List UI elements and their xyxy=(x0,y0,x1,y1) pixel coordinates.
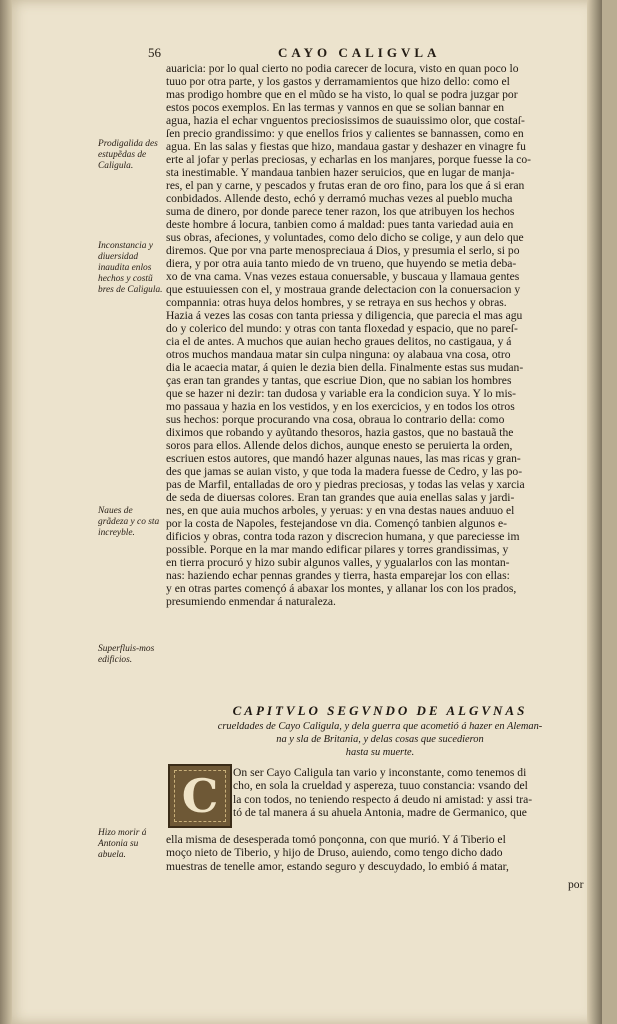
margin-note-prodigality: Prodigalida des estupẽdas de Caligula. xyxy=(98,139,158,171)
text-line: diximos que robando y ayũtando thesoros, hazia gastos, que no bastauã the xyxy=(166,426,514,439)
text-line: conbidados. Allende desto, echó y derramó muchas vezes al pueblo mucha xyxy=(166,192,513,205)
text-line: en tierra procuró y hizo subir algunos valles, y ygualarlos con las montan- xyxy=(166,556,510,569)
text-line: nes, en que auia muchos arboles, y yeruas: y en vna destas naues anduuo el xyxy=(166,504,515,517)
text-line: ças eran tan grandes y tantas, que escriue Dion, que no sabian los hombres xyxy=(166,374,512,387)
text-line: erte al jofar y perlas preciosas, y echarlas en los manjares, porque fuesse la co- xyxy=(166,153,532,166)
text-line: possible. Porque en la mar mando edificar pilares y torres grandissimas, y xyxy=(166,543,509,556)
text-line: crueldades de Cayo Caligula, y dela guerra que acometió á hazer en Aleman- xyxy=(217,721,543,732)
text-line: xo de vna cama. Vnas vezes estaua conuersable, y buscaua y llamaua gentes xyxy=(166,270,520,283)
decorated-initial xyxy=(168,764,232,828)
text-line: diremos. Que por vna parte menospreciaua á Dios, y presumia el serlo, si po xyxy=(166,244,520,257)
text-line: dia le acaecia matar, á quien le dezia bien della. Finalmente estas sus mudan- xyxy=(166,361,524,374)
text-line: agua. En las salas y fiestas que hizo, mandaua gastar y deshazer en vinagre fu xyxy=(166,140,526,153)
text-line: ella misma de desesperada tomó ponçonna, con que murió. Y á Tiberio el xyxy=(166,833,506,846)
text-line: mo passaua y hazia en los vestidos, y en los exercicios, y en todos los otros xyxy=(166,400,515,413)
catchword: por xyxy=(568,878,584,891)
text-line: estos pocos exemplos. En las termas y vannos en que se solian bannar en xyxy=(166,101,505,114)
initial-letter: C xyxy=(181,769,219,823)
text-line: soros para ellos. Allende delos dichos, aunque enesto se peruierta la orden, xyxy=(166,439,513,452)
text-line: y en otras partes començó á abaxar los montes, y allanar los con los prados, xyxy=(166,582,517,595)
margin-note-buildings: Superfluis-mos edificios. xyxy=(98,644,155,665)
text-line: dificios y obras, contra toda razon y discrecion humana, y que pareciesse im xyxy=(166,530,520,543)
text-line: deste hombre á locura, tanbien como á maldad: pues tanta variedad auia en xyxy=(166,218,514,231)
text-line: compannia: otras huya delos hombres, y se retraya en sus hechos y obras. xyxy=(166,296,507,309)
text-line: de seda de diuersas colores. Eran tan grandes que auia enellas salas y jardi- xyxy=(166,491,515,504)
margin-note-ships: Naues de grãdeza y co sta increyble. xyxy=(98,506,160,538)
text-line: res, el pan y carne, y pescados y frutas eran de oro fino, para los que á si eran xyxy=(166,179,525,192)
chapter-subtitle xyxy=(180,720,580,759)
text-line: cho, en sola la crueldad y aspereza, tuuo constancia: vsando del xyxy=(233,779,528,793)
text-line: agua, hazia el echar vnguentos preciosissimos de suauissimo olor, que costaſ- xyxy=(166,114,525,127)
chapter-opening-text xyxy=(233,766,593,820)
text-line: hasta su muerte. xyxy=(345,747,415,758)
text-line: On ser Cayo Caligula tan vario y inconstante, como tenemos di xyxy=(233,766,527,779)
text-line: sus obras, afeciones, y voluntades, como delo dicho se colige, y aun delo que xyxy=(166,231,524,244)
text-line: presumiendo enmendar á naturaleza. xyxy=(166,595,336,608)
text-line: muestras de tenelle amor, estando seguro y descuydado, lo embió á matar, xyxy=(166,859,509,873)
text-line: tuuo por otra parte, y los gastos y derramamientos que hizo dello: como el xyxy=(166,75,510,88)
text-line: moço nieto de Tiberio, y hijo de Druso, auiendo, como tengo dicho dado xyxy=(166,846,503,860)
chapter-continuation-text xyxy=(166,833,593,873)
margin-note-antonia: Hizo morir á Antonia su abuela. xyxy=(98,828,147,860)
text-line: sta inestimable. Y mandaua tanbien hazer seruicios, que en lugar de manja- xyxy=(166,166,515,179)
text-line: que estuuiessen con el, y mostraua grande delectacion con la conuersacion y xyxy=(166,283,521,296)
text-line: la con todos, no teniendo respecto á deudo ni amistad: y assi tra- xyxy=(233,792,533,806)
running-title: CAYO CALIGVLA xyxy=(278,45,441,60)
text-line: Hazia á vezes las cosas con tanta priessa y diligencia, que parecia el mas agu xyxy=(166,309,523,322)
text-line: tó de tal manera á su ahuela Antonia, madre de Germanico, que xyxy=(233,806,527,820)
text-line: escriuen estos autores, que mandó hazer algunas naues, las mas ricas y gran- xyxy=(166,452,521,465)
text-line: do y colerico del mundo: y otras con tanta floxedad y espacio, que no pareſ- xyxy=(166,322,518,335)
text-line: cia el de antes. A muchos que auian hecho graues delitos, no castigaua, y á xyxy=(166,335,512,348)
page-gutter-left xyxy=(0,0,12,1024)
main-text-block xyxy=(166,62,593,608)
text-line: des que jamas se auian visto, y que toda la madera fuesse de Cedro, y las po- xyxy=(166,465,523,478)
text-line: sus hechos: porque procurando vna cosa, obraua lo contrario della: como xyxy=(166,413,505,426)
text-line: mas prodigo hombre que en el mũdo se ha visto, lo qual se podra juzgar por xyxy=(166,88,518,101)
text-line: otros muchos mandaua matar sin culpa ninguna: oy alabaua vna cosa, otro xyxy=(166,348,511,361)
text-line: auaricia: por lo qual cierto no podia carecer de locura, visto en quan poco lo xyxy=(166,62,519,75)
text-line: na y sla de Britania, y delas cosas que sucedieron xyxy=(276,734,484,745)
margin-note-inconstancy: Inconstancia y diuersidad inaudita enlos hechos y costũ bres de Caligula. xyxy=(98,241,163,295)
text-line: por la costa de Napoles, festejandose vn dia. Començó tanbien algunos e- xyxy=(166,517,507,530)
folio-number: 56 xyxy=(148,45,161,60)
text-line: pas de Marfil, entalladas de oro y piedras preciosas, y todas las velas y xarcia xyxy=(166,478,525,491)
text-line: suma de dinero, por donde parece tener razon, los que atribuyen los hechos xyxy=(166,205,515,218)
text-line: que se hazer ni dezir: tan dudosa y variable era la condicion suya. Y lo mis- xyxy=(166,387,517,400)
chapter-title: CAPITVLO SEGVNDO DE ALGVNAS xyxy=(232,703,528,718)
text-line: nas: haziendo echar pennas grandes y tierra, hasta emparejar los con ellas: xyxy=(166,569,510,582)
text-line: ſen precio grandissimo: y que enellos frios y calientes se bannassen, como en xyxy=(166,127,524,140)
text-line: diera, y por otra auia tanto miedo de vn trueno, que huyendo se metia deba- xyxy=(166,257,517,270)
